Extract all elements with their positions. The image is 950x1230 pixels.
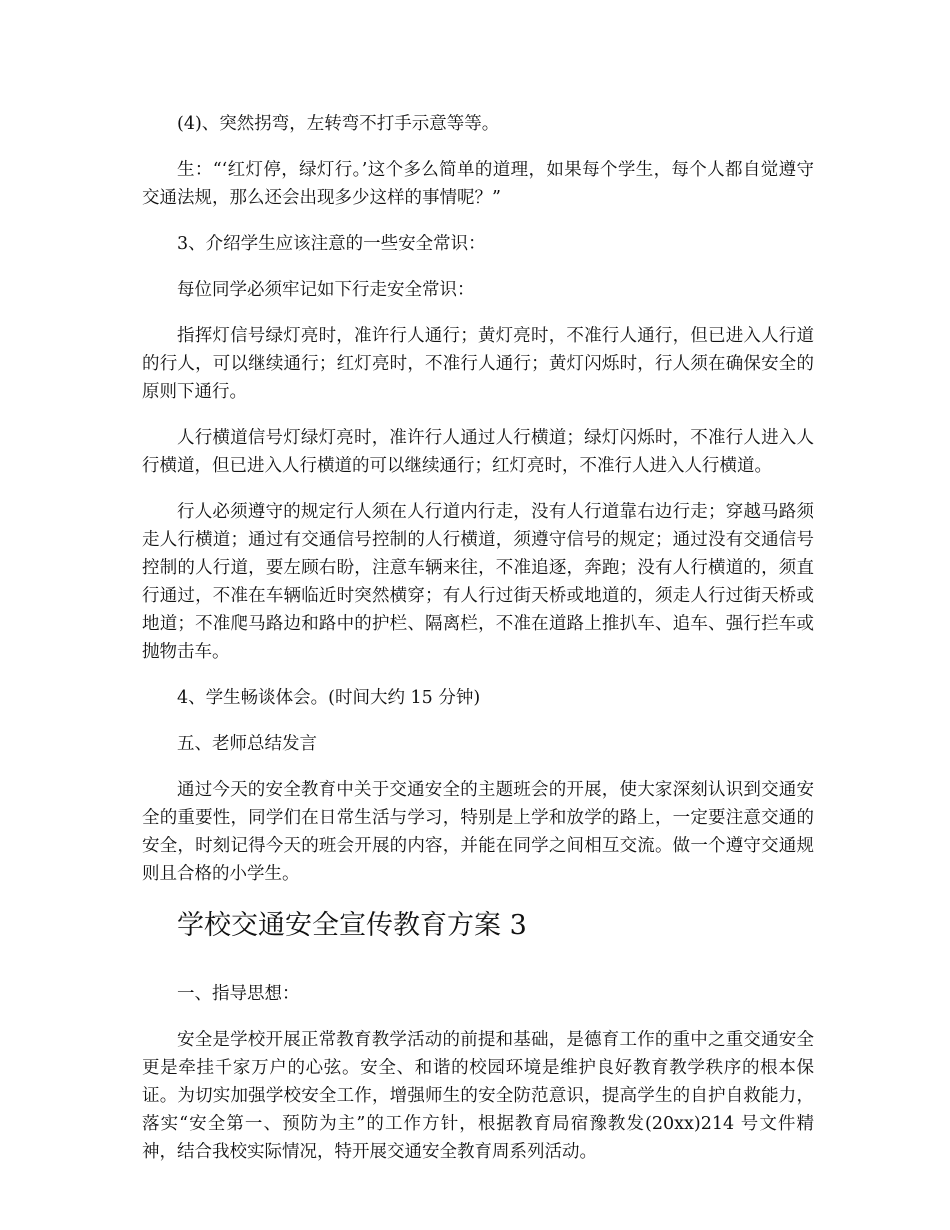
paragraph-7: 行人必须遵守的规定行人须在人行道内行走，没有人行道靠右边行走；穿越马路须走人行横道；通过有交通信号控制的人行横道，须遵守信号的规定；通过没有交通信号控制的人行道，要左顾右盼，注意车辆来往，不准追逐，奔跑；没有人行横道的，须直行通过，不准在车辆临近时突然横穿；有人行过街天桥或地道的，须走人行过街天桥或地道；不准爬马路边和路中的护栏、隔离栏，不准在道路上推扒车、追车、强行拦车或抛物击车。 — [142, 502, 814, 662]
paragraph-3: 3、介绍学生应该注意的一些安全常识： — [177, 234, 486, 254]
paragraph-6: 人行横道信号灯绿灯亮时，准许行人通过人行横道；绿灯闪烁时，不准行人进入人行横道，但已进入人行横道的可以继续通行；红灯亮时，不准行人进入人行横道。 — [142, 428, 814, 476]
paragraph-1: (4)、突然拐弯，左转弯不打手示意等等。 — [177, 114, 500, 134]
document-page — [142, 110, 814, 1184]
paragraph-8: 4、学生畅谈体会。(时间大约 15 分钟) — [177, 688, 481, 708]
paragraph-10: 通过今天的安全教育中关于交通安全的主题班会的开展，使大家深刻认识到交通安全的重要性，同学们在日常生活与学习，特别是上学和放学的路上，一定要注意交通的安全，时刻记得今天的班会开展的内容，并能在同学之间相互交流。做一个遵守交通规则且合格的小学生。 — [142, 780, 814, 884]
paragraph-12: 安全是学校开展正常教育教学活动的前提和基础，是德育工作的重中之重交通安全更是牵挂千家万户的心弦。安全、和谐的校园环境是维护良好教育教学秩序的根本保证。为切实加强学校安全工作，增强师生的安全防范意识，提高学生的自护自救能力，落实“安全第一、预防为主”的工作方针，根据教育局宿豫教发(20xx)214 号文件精神，结合我校实际情况，特开展交通安全教育周系列活动。 — [142, 1030, 814, 1162]
paragraph-11: 一、指导思想： — [177, 984, 300, 1004]
paragraph-9: 五、老师总结发言 — [177, 734, 317, 754]
section-heading: 学校交通安全宣传教育方案 3 — [177, 910, 527, 941]
paragraph-2: 生：“‘红灯停，绿灯行。’这个多么简单的道理，如果每个学生，每个人都自觉遵守交通法规，那么还会出现多少这样的事情呢？” — [142, 160, 814, 208]
paragraph-4: 每位同学必须牢记如下行走安全常识： — [177, 280, 475, 300]
paragraph-5: 指挥灯信号绿灯亮时，准许行人通行；黄灯亮时，不准行人通行，但已进入人行道的行人，可以继续通行；红灯亮时，不准行人通行；黄灯闪烁时，行人须在确保安全的原则下通行。 — [142, 326, 814, 402]
